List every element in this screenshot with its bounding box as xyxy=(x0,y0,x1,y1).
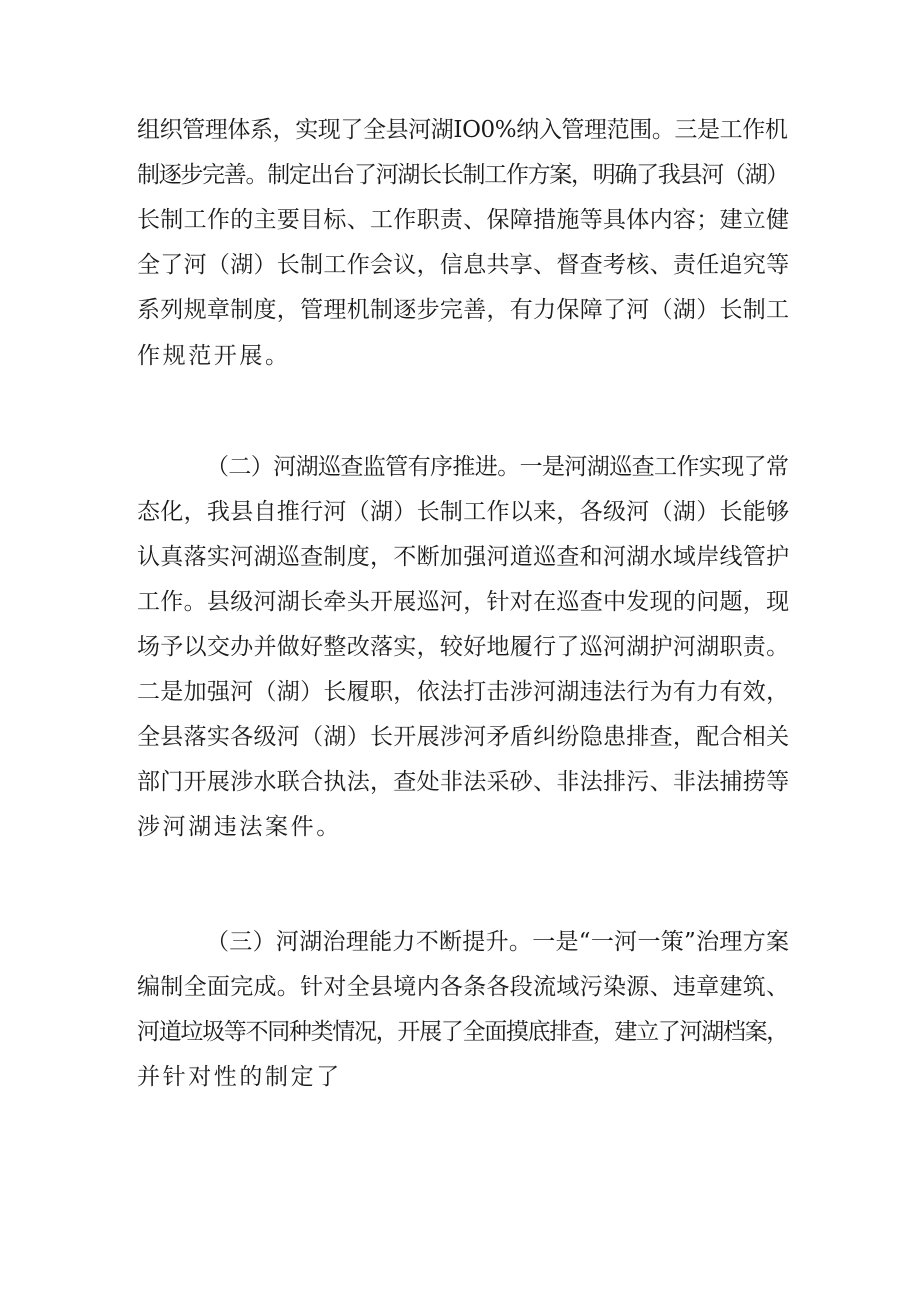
paragraph-2-line-5: 场予以交办并做好整改落实，较好地履行了巡河湖护河湖职责。 xyxy=(137,634,790,660)
paragraph-3-line-1: （三）河湖治理能力不断提升。一是“一河一策”治理方案 xyxy=(206,929,790,955)
paragraph-1-line-6: 作规范开展。 xyxy=(137,343,291,369)
paragraph-2-line-8: 部门开展涉水联合执法，查处非法采砂、非法排污、非法捕捞等 xyxy=(137,769,790,795)
paragraph-2-line-6: 二是加强河（湖）长履职，依法打击涉河湖违法行为有力有效， xyxy=(137,679,790,705)
paragraph-1-line-5: 系列规章制度，管理机制逐步完善，有力保障了河（湖）长制工 xyxy=(137,297,790,323)
paragraph-2-line-9: 涉河湖违法案件。 xyxy=(137,814,342,840)
paragraph-1-line-3: 长制工作的主要目标、工作职责、保障措施等具体内容；建立健 xyxy=(137,207,790,233)
paragraph-2-line-3: 认真落实河湖巡查制度，不断加强河道巡查和河湖水域岸线管护 xyxy=(137,544,790,570)
paragraph-3-line-3: 河道垃圾等不同种类情况，开展了全面摸底排查，建立了河湖档案， xyxy=(137,1019,789,1045)
paragraph-1-line-4: 全了河（湖）长制工作会议，信息共享、督查考核、责任追究等 xyxy=(137,252,790,278)
paragraph-2-line-1: （二）河湖巡查监管有序推进。一是河湖巡查工作实现了常 xyxy=(206,454,789,480)
paragraph-2-line-7: 全县落实各级河（湖）长开展涉河矛盾纠纷隐患排查，配合相关 xyxy=(137,724,790,750)
paragraph-3-line-4: 并针对性的制定了 xyxy=(137,1064,342,1090)
paragraph-1-line-2: 制逐步完善。制定出台了河湖长长制工作方案，明确了我县河（湖） xyxy=(137,162,789,188)
paragraph-1-line-1: 组织管理体系，实现了全县河湖IO0%纳入管理范围。三是工作机 xyxy=(137,117,788,143)
paragraph-2-line-4: 工作。县级河湖长牵头开展巡河，针对在巡查中发现的问题，现 xyxy=(137,589,790,615)
paragraph-3-line-2: 编制全面完成。针对全县境内各条各段流域污染源、违章建筑、 xyxy=(137,974,790,1000)
paragraph-2-line-2: 态化，我县自推行河（湖）长制工作以来，各级河（湖）长能够 xyxy=(137,499,790,525)
